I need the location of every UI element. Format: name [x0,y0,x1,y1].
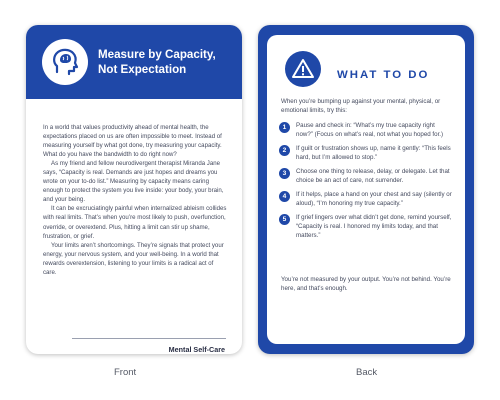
front-title: Measure by Capacity, Not Expectation [98,48,216,76]
list-item [279,190,453,208]
step-text: Pause and check in: “What’s my true capacity right now?” (Focus on what’s real, not what you hoped for.) [296,122,444,138]
head-brain-icon [42,39,88,85]
step-text: If it helps, place a hand on your chest and say (silently or aloud), “I’m honoring my true capacity.” [296,191,452,207]
back-outro: You’re not measured by your output. You’re not behind. You’re here, and that’s enough. [281,276,451,292]
front-paragraph: As my friend and fellow neurodivergent therapist Miranda Jane says, “Capacity is real. Demands are just hopes and dreams you wrote on your to-do list.” Measuring by capacity means caring enough to protect the system you live inside: your body, your brain, and your being. [43,160,224,204]
front-header [26,25,242,99]
list-item [279,167,453,185]
card-footer-label: Mental Self-Care [168,345,225,354]
footer-divider [72,338,226,339]
front-paragraph: Your limits aren’t shortcomings. They’re signals that protect your energy, your nervous system, and your well-being. In a world that rewards overextension, listening to your limits is a radical act of care. [43,241,224,276]
back-panel [267,35,465,344]
step-text: If grief lingers over what didn’t get done, remind yourself, “Capacity is real. I honored my limits today, and that matters.” [296,214,452,239]
warning-icon [285,51,321,87]
list-item [279,213,453,240]
front-paragraph: In a world that values productivity ahead of mental health, the expectations placed on us are often impossible to meet. Instead of measuring yourself by what got done, try measuring your capacity. What do you have the bandwidth to do right now? [43,124,222,159]
steps-list [279,121,453,245]
back-caption: Back [356,367,378,378]
step-number: 2 [279,145,290,156]
step-text: If guilt or frustration shows up, name it gently: “This feels hard, but I’m allowed to stop.” [296,145,451,161]
back-intro: When you’re bumping up against your mental, physical, or emotional limits, try this: [281,98,441,114]
front-card [26,25,242,354]
back-heading: WHAT TO DO [337,69,430,81]
back-card [258,25,474,354]
step-number: 1 [279,122,290,133]
front-caption: Front [114,367,137,378]
step-text: Choose one thing to release, delay, or delegate. Let that choice be an act of care, not surrender. [296,168,450,184]
list-item [279,121,453,139]
front-body [26,99,242,277]
list-item [279,144,453,162]
step-number: 3 [279,168,290,179]
step-number: 4 [279,191,290,202]
front-paragraph: It can be excruciatingly painful when internalized ableism collides with real limits. That’s when you’re most likely to push, overfunction, override, or overextend. Plus, hitting a limit can stir up shame, frustration, or grief. [43,205,227,240]
step-number: 5 [279,214,290,225]
